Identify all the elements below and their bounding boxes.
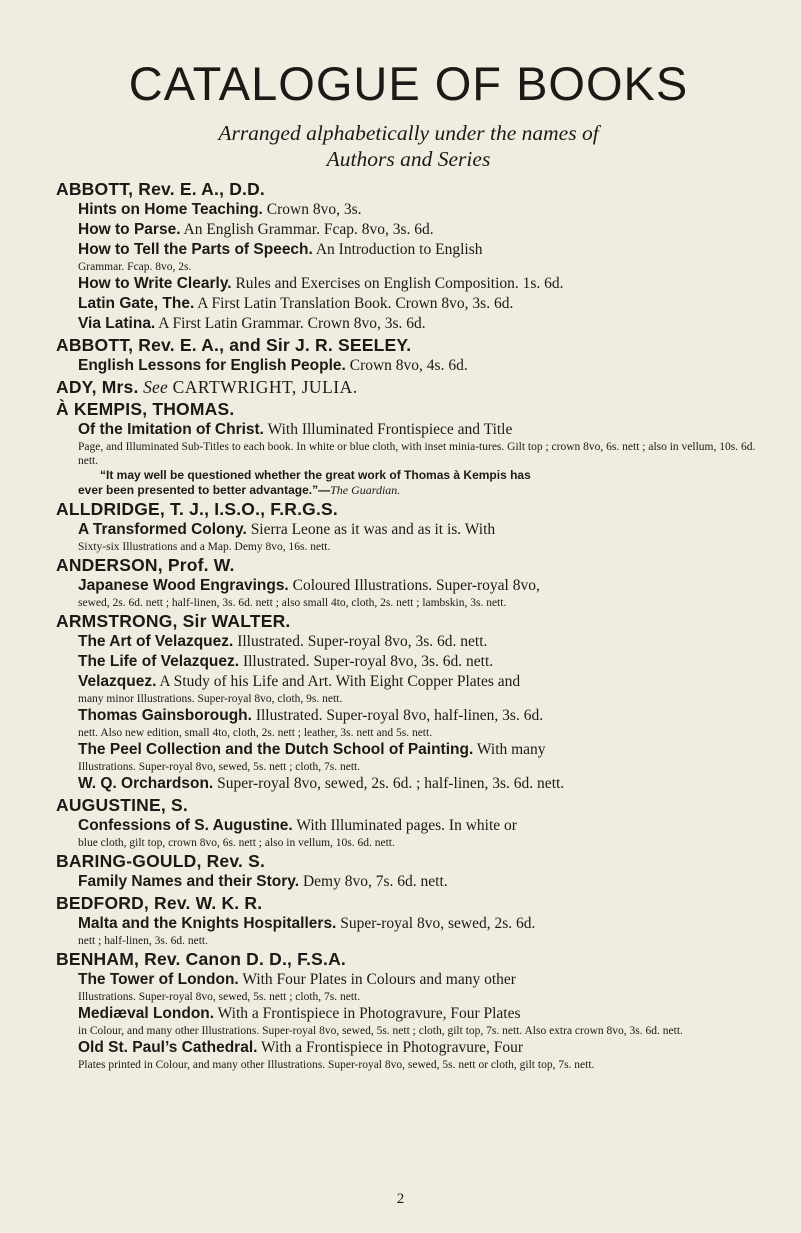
book-description: Crown 8vo, 3s. xyxy=(262,201,362,218)
book-description: With Four Plates in Colours and many other xyxy=(238,971,516,988)
book-description: A Study of his Life and Art. With Eight Copper Plates and xyxy=(156,673,521,690)
book-title: A Transformed Colony. xyxy=(78,521,247,538)
book-title: The Life of Velazquez. xyxy=(78,653,240,670)
catalogue-entry xyxy=(56,376,761,398)
catalogue-entry xyxy=(56,398,761,498)
review-quote-text: ever been presented to better advantage.”— xyxy=(78,483,331,497)
author-heading xyxy=(56,892,761,914)
catalogue-entry xyxy=(56,334,761,376)
book-description: Super-royal 8vo, sewed, 2s. 6d. ; half-linen, 3s. 6d. nett. xyxy=(213,775,565,792)
book-title: How to Parse. xyxy=(78,221,181,238)
book-title: Latin Gate, The. xyxy=(78,295,195,312)
book-description: An English Grammar. Fcap. 8vo, 3s. 6d. xyxy=(180,221,434,238)
author-heading xyxy=(56,610,761,632)
book-description: Crown 8vo, 4s. 6d. xyxy=(345,357,468,374)
author-heading xyxy=(56,376,761,398)
author-name: AUGUSTINE, S. xyxy=(56,795,188,815)
book-listing xyxy=(56,774,761,794)
author-heading xyxy=(56,554,761,576)
author-name: BEDFORD, Rev. W. K. R. xyxy=(56,893,263,913)
author-name: ARMSTRONG, Sir WALTER. xyxy=(56,611,291,631)
book-description: Illustrated. Super-royal 8vo, 3s. 6d. nett. xyxy=(233,633,488,650)
book-listing xyxy=(56,420,761,440)
book-details: Illustrations. Super-royal 8vo, sewed, 5s. nett ; cloth, 7s. nett. xyxy=(78,761,361,773)
review-quote xyxy=(56,483,761,498)
book-title: The Art of Velazquez. xyxy=(78,633,234,650)
book-listing xyxy=(56,740,761,760)
book-listing xyxy=(56,816,761,836)
book-listing xyxy=(56,356,761,376)
book-description-continued: Grammar. Fcap. 8vo, 2s. xyxy=(78,261,192,273)
book-details: Page, and Illuminated Sub-Titles to each book. In white or blue cloth, with inset minia-tures. Gilt top ; crown 8vo, 6s. nett ; also in vellum, 10s. 6d. nett. xyxy=(78,441,756,467)
book-listing xyxy=(56,970,761,990)
review-quote: “It may well be questioned whether the great work of Thomas à Kempis has xyxy=(100,468,531,482)
book-listing xyxy=(56,314,761,334)
author-name: ALLDRIDGE, T. J., I.S.O., F.R.G.S. xyxy=(56,499,338,519)
author-heading xyxy=(56,794,761,816)
book-title: The Tower of London. xyxy=(78,971,239,988)
book-title: Of the Imitation of Christ. xyxy=(78,421,264,438)
subtitle xyxy=(56,120,761,172)
book-title: Family Names and their Story. xyxy=(78,873,300,890)
catalogue-entry xyxy=(56,850,761,892)
subtitle-line: Authors and Series xyxy=(326,147,491,171)
see-reference: CARTWRIGHT, JULIA. xyxy=(172,377,358,397)
book-title: Malta and the Knights Hospitallers. xyxy=(78,915,337,932)
book-details: nett ; half-linen, 3s. 6d. nett. xyxy=(78,935,208,947)
book-title: Confessions of S. Augustine. xyxy=(78,817,293,834)
book-description: Sierra Leone as it was and as it is. With xyxy=(246,521,496,538)
book-listing xyxy=(56,576,761,596)
author-name: ANDERSON, Prof. W. xyxy=(56,555,235,575)
book-description: With Illuminated Frontispiece and Title xyxy=(264,421,513,438)
book-title: Japanese Wood Engravings. xyxy=(78,577,289,594)
catalogue-entry xyxy=(56,498,761,554)
book-title: How to Tell the Parts of Speech. xyxy=(78,241,313,258)
catalogue-entry xyxy=(56,178,761,334)
book-description: Super-royal 8vo, sewed, 2s. 6d. xyxy=(336,915,536,932)
catalogue-entry xyxy=(56,610,761,794)
book-details: nett. Also new edition, small 4to, cloth, 2s. nett ; leather, 3s. nett and 5s. nett. xyxy=(78,727,433,739)
author-name: À KEMPIS, THOMAS. xyxy=(56,399,235,419)
book-description: Demy 8vo, 7s. 6d. nett. xyxy=(299,873,448,890)
author-name: ABBOTT, Rev. E. A., D.D. xyxy=(56,179,265,199)
book-listing xyxy=(56,220,761,240)
book-title: Mediæval London. xyxy=(78,1005,215,1022)
author-heading xyxy=(56,398,761,420)
see-label: See xyxy=(138,377,173,397)
author-heading xyxy=(56,498,761,520)
catalogue-entry xyxy=(56,892,761,948)
book-description: A First Latin Translation Book. Crown 8vo, 3s. 6d. xyxy=(194,295,514,312)
book-description: With a Frontispiece in Photogravure, Four xyxy=(257,1039,524,1056)
book-listing xyxy=(56,872,761,892)
book-description: Coloured Illustrations. Super-royal 8vo, xyxy=(288,577,540,594)
page-number: 2 xyxy=(396,1191,405,1207)
book-description: Rules and Exercises on English Composition. 1s. 6d. xyxy=(231,275,564,292)
book-description: A First Latin Grammar. Crown 8vo, 3s. 6d. xyxy=(155,315,426,332)
book-listing xyxy=(56,274,761,294)
catalogue-entry xyxy=(56,948,761,1072)
book-description: An Introduction to English xyxy=(312,241,483,258)
author-name: ABBOTT, Rev. E. A., and Sir J. R. SEELEY. xyxy=(56,335,412,355)
book-listing xyxy=(56,632,761,652)
book-title: Velazquez. xyxy=(78,673,157,690)
book-listing xyxy=(56,520,761,540)
book-listing xyxy=(56,1038,761,1058)
catalogue-entries xyxy=(56,178,761,1072)
book-title: The Peel Collection and the Dutch School of Painting. xyxy=(78,741,474,758)
subtitle-line: Arranged alphabetically under the names of xyxy=(218,121,599,145)
book-listing xyxy=(56,1004,761,1024)
author-heading xyxy=(56,334,761,356)
book-details: blue cloth, gilt top, crown 8vo, 6s. nett ; also in vellum, 10s. 6d. nett. xyxy=(78,837,395,849)
book-description: With a Frontispiece in Photogravure, Four Plates xyxy=(214,1005,521,1022)
book-title: Hints on Home Teaching. xyxy=(78,201,263,218)
author-name: BARING-GOULD, Rev. S. xyxy=(56,851,266,871)
author-heading xyxy=(56,948,761,970)
book-title: Thomas Gainsborough. xyxy=(78,707,252,724)
book-details: Sixty-six Illustrations and a Map. Demy 8vo, 16s. nett. xyxy=(78,541,331,553)
book-listing xyxy=(56,652,761,672)
book-listing xyxy=(56,914,761,934)
book-details: sewed, 2s. 6d. nett ; half-linen, 3s. 6d. nett ; also small 4to, cloth, 2s. nett ; lambskin, 3s. nett. xyxy=(78,597,507,609)
page-title: CATALOGUE OF BOOKS xyxy=(128,57,689,110)
book-title: W. Q. Orchardson. xyxy=(78,775,214,792)
book-title: Via Latina. xyxy=(78,315,156,332)
book-details: many minor Illustrations. Super-royal 8vo, cloth, 9s. nett. xyxy=(78,693,343,705)
author-heading xyxy=(56,178,761,200)
author-name: ADY, Mrs. xyxy=(56,377,139,397)
book-listing xyxy=(56,200,761,220)
book-title: How to Write Clearly. xyxy=(78,275,232,292)
book-title: Old St. Paul’s Cathedral. xyxy=(78,1039,258,1056)
book-listing xyxy=(56,706,761,726)
book-description: With Illuminated pages. In white or xyxy=(292,817,517,834)
review-source: The Guardian. xyxy=(330,483,401,497)
book-listing xyxy=(56,240,761,260)
book-details: Plates printed in Colour, and many other Illustrations. Super-royal 8vo, sewed, 5s. nett or cloth, gilt top, 7s. nett. xyxy=(78,1059,595,1071)
book-description: With many xyxy=(473,741,546,758)
book-details: Illustrations. Super-royal 8vo, sewed, 5s. nett ; cloth, 7s. nett. xyxy=(78,991,361,1003)
author-name: BENHAM, Rev. Canon D. D., F.S.A. xyxy=(56,949,346,969)
book-description: Illustrated. Super-royal 8vo, 3s. 6d. nett. xyxy=(239,653,494,670)
book-title: English Lessons for English People. xyxy=(78,357,346,374)
author-heading xyxy=(56,850,761,872)
book-details: in Colour, and many other Illustrations. Super-royal 8vo, sewed, 5s. nett ; cloth, gilt top, 7s. nett. Also extra crown 8vo, 3s. 6d. nett. xyxy=(78,1025,683,1037)
catalogue-entry xyxy=(56,554,761,610)
book-listing xyxy=(56,672,761,692)
book-listing xyxy=(56,294,761,314)
catalogue-entry xyxy=(56,794,761,850)
book-description: Illustrated. Super-royal 8vo, half-linen, 3s. 6d. xyxy=(251,707,544,724)
